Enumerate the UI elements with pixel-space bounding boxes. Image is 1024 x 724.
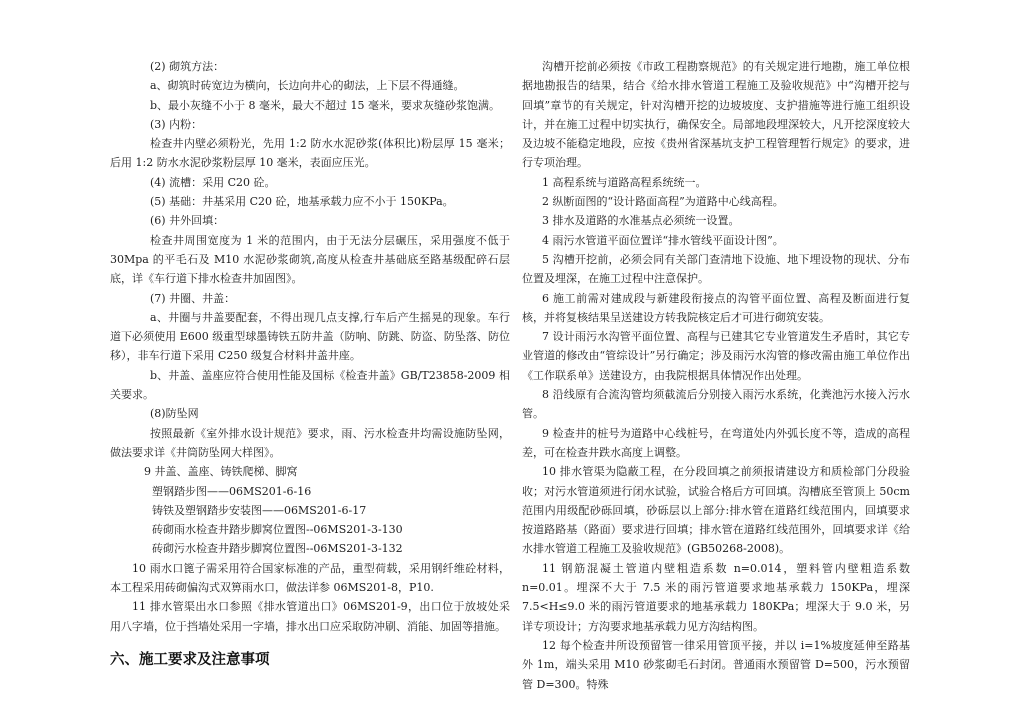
- paragraph: 11 排水管渠出水口参照《排水管道出口》06MS201-9，出口位于放坡处采用八字墙，位于挡墙处采用一字墙，排水出口应采取防冲刷、消能、加固等措施。: [110, 600, 510, 633]
- paragraph: (2) 砌筑方法：: [150, 60, 225, 73]
- left-column: [110, 57, 510, 636]
- paragraph: 12 每个检查井所设预留管一律采用管顶平接，并以 i=1%坡度延伸至路基外 1m，端头采用 M10 砂浆砌毛石封闭。普通雨水预留管 D=500，污水预留管 D=300。特殊: [522, 638, 910, 691]
- paragraph: b、最小灰缝不小于 8 毫米，最大不超过 15 毫米，要求灰缝砂浆饱满。: [150, 98, 501, 112]
- paragraph: 砖砌污水检查井踏步脚窝位置图--06MS201-3-132: [152, 542, 403, 556]
- paragraph: (3) 内粉：: [150, 117, 203, 131]
- paragraph: 塑钢踏步图——06MS201-6-16: [152, 484, 312, 498]
- paragraph: (5) 基础：井基采用 C20 砼，地基承载力应不小于 150KPa。: [150, 195, 454, 209]
- paragraph: b、井盖、盖座应符合使用性能及国标《检查井盖》GB/T23858-2009 相关要求。: [110, 368, 510, 402]
- paragraph: a、砌筑时砖宽边为横向，长边向井心的砌法，上下层不得通缝。: [150, 79, 465, 93]
- right-column: [522, 57, 910, 694]
- paragraph: 8 沿线原有合流沟管均须截流后分别接入雨污水系统，化粪池污水接入污水管。: [522, 388, 910, 421]
- paragraph: 砖砌雨水检查井踏步脚窝位置图--06MS201-3-130: [152, 523, 403, 537]
- paragraph: 10 排水管渠为隐蔽工程，在分段回填之前须报请建设方和质检部门分段验收；对污水管道须进行闭水试验，试验合格后方可回填。沟槽底至管顶上 50cm 范围内用级配砂砾回填，砂砾层以上部分:排水管在道路红线范围内，回填要求按道路路基（路面）要求进行回填；排水管在道路红线范围外，回填要求详《给水排水管道工程施工及验收规范》(GB50268-2008)。: [522, 465, 910, 556]
- paragraph: a、井圈与井盖要配套，不得出现几点支撑,行车后产生摇晃的现象。车行道下必须使用 E600 级重型球墨铸铁五防井盖（防响、防跳、防盗、防坠落、防位移），非车行道下采用 C250 级复合材料井盖井座。: [110, 310, 510, 363]
- paragraph: 沟槽开挖前必须按《市政工程勘察规范》的有关规定进行地勘，施工单位根据地勘报告的结果，结合《给水排水管道工程施工及验收规范》中“沟槽开挖与回填”章节的有关规定，针对沟槽开挖的边坡坡度、支护措施等进行施工组织设计，并在施工过程中切实执行，确保安全。局部地段埋深较大，凡开挖深度较大及边坡不能稳定地段，应按《贵州省深基坑支护工程管理暂行规定》的要求，进行专项治理。: [522, 60, 910, 170]
- paragraph: 5 沟槽开挖前，必须会同有关部门查清地下设施、地下埋设物的现状、分布位置及埋深，在施工过程中注意保护。: [522, 252, 910, 286]
- paragraph: 9 检查井的桩号为道路中心线桩号，在弯道处内外弧长度不等，造成的高程差，可在检查井跌水高度上调整。: [522, 426, 910, 459]
- paragraph: (4) 流槽：采用 C20 砼。: [150, 175, 276, 189]
- paragraph: 检查井内壁必须粉光，先用 1:2 防水水泥砂浆(体积比)粉层厚 15 毫米；后用 1:2 防水水泥砂浆粉层厚 10 毫米，表面应压光。: [110, 137, 510, 170]
- paragraph: 7 设计雨污水沟管平面位置、高程与已建其它专业管道发生矛盾时，其它专业管道的修改由“管综设计”另行确定；涉及雨污水沟管的修改需由施工单位作出《工作联系单》送建设方，由我院根据具体情况作出处理。: [522, 330, 910, 382]
- paragraph: 按照最新《室外排水设计规范》要求，雨、污水检查井均需设施防坠网，做法要求详《井筒防坠网大样图》。: [110, 426, 510, 459]
- paragraph: 10 雨水口篦子需采用符合国家标准的产品，重型荷载，采用钢纤维砼材料，本工程采用砖砌偏沟式双箅雨水口，做法详参 06MS201-8，P10.: [110, 561, 510, 595]
- paragraph: 9 井盖、盖座、铸铁爬梯、脚窝: [144, 465, 298, 479]
- section-heading: 六、施工要求及注意事项: [110, 652, 270, 668]
- paragraph: 铸铁及塑钢踏步安装图——06MS201-6-17: [152, 503, 367, 517]
- paragraph: 3 排水及道路的水准基点必须统一设置。: [542, 214, 740, 228]
- paragraph: (8)防坠网: [150, 407, 199, 421]
- paragraph: (7) 井圈、井盖：: [150, 291, 236, 305]
- paragraph: 1 高程系统与道路高程系统统一。: [542, 175, 707, 189]
- paragraph: 11 钢筋混凝土管道内壁粗造系数 n=0.014，塑料管内壁粗造系数 n=0.01。埋深不大于 7.5 米的雨污管道要求地基承载力 150KPa，埋深 7.5<H≤9.0 米的雨污管道要求的地基承载力 180KPa；埋深大于 9.0 米，另详专项设计；方沟要求地基承载力见方沟结构图。: [522, 561, 910, 633]
- paragraph: (6) 井外回填：: [150, 214, 225, 228]
- paragraph: 2 纵断面图的“设计路面高程”为道路中心线高程。: [542, 195, 784, 209]
- paragraph: 6 施工前需对建成段与新建段衔接点的沟管平面位置、高程及断面进行复核，并将复核结果呈送建设方转我院核定后才可进行砌筑安装。: [522, 291, 910, 324]
- paragraph: 检查井周围宽度为 1 米的范围内，由于无法分层碾压，采用强度不低于 30Mpa 的平毛石及 M10 水泥砂浆砌筑,高度从检查井基础底至路基级配碎石层底，详《车行道下排水检查井加固图》。: [110, 233, 510, 286]
- paragraph: 4 雨污水管道平面位置详“排水管线平面设计图”。: [542, 233, 784, 247]
